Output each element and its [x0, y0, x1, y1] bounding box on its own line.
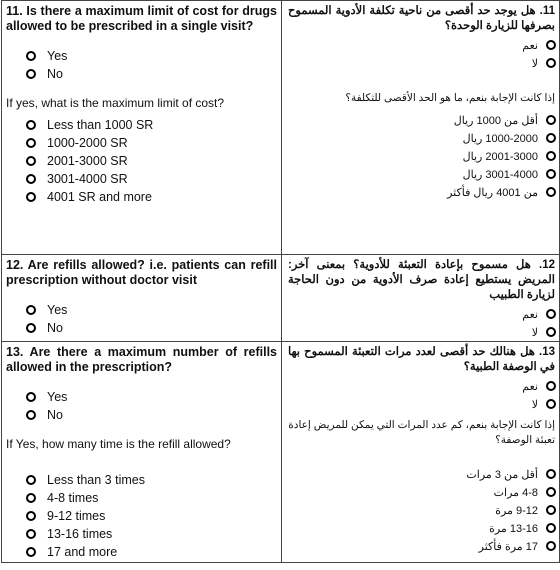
option-label: No [47, 321, 63, 335]
radio-bullet-icon [26, 174, 36, 184]
question-11-arabic [282, 1, 560, 255]
option-label: No [47, 408, 63, 422]
radio-bullet-icon [26, 547, 36, 557]
radio-bullet-icon [546, 58, 556, 68]
radio-bullet-icon [26, 192, 36, 202]
radio-bullet-icon [26, 475, 36, 485]
q13-refill-option[interactable] [2, 489, 281, 507]
radio-bullet-icon [26, 305, 36, 315]
q11-range-option-ar[interactable] [282, 111, 559, 129]
option-label: Less than 3 times [47, 473, 145, 487]
radio-bullet-icon [26, 511, 36, 521]
q13-yes-option-ar[interactable] [282, 377, 559, 395]
radio-bullet-icon [546, 187, 556, 197]
option-label: 3001-4000 SR [47, 172, 128, 186]
q13-refill-option[interactable] [2, 525, 281, 543]
q11-yes-option-ar[interactable] [282, 36, 559, 54]
option-label: 2001-3000 ريال [462, 150, 538, 163]
q11-range-option[interactable] [2, 116, 281, 134]
option-label: من 4001 ريال فأكثر [447, 186, 538, 199]
q13-yes-option[interactable] [2, 388, 281, 406]
option-label: نعم [522, 380, 538, 393]
q13-no-option[interactable] [2, 406, 281, 424]
q12-no-option-ar[interactable] [282, 323, 559, 341]
option-label: 1000-2000 ريال [462, 132, 538, 145]
option-label: أقل من 1000 ريال [453, 114, 538, 127]
radio-bullet-icon [26, 323, 36, 333]
radio-bullet-icon [546, 487, 556, 497]
option-label: 17 مرة فأكثر [478, 540, 538, 553]
q11-range-option-ar[interactable] [282, 165, 559, 183]
q13-refill-option-ar[interactable] [282, 465, 559, 483]
radio-bullet-icon [26, 120, 36, 130]
q13-refill-option[interactable] [2, 543, 281, 561]
q11-range-option[interactable] [2, 188, 281, 206]
question-12-title: 12. Are refills allowed? i.e. patients can refill prescription without doctor visit [6, 258, 277, 287]
question-11-title-ar: 11. هل يوجد حد أقصى من ناحية تكلفة الأدوية المسموح بصرفها للزيارة الوحدة؟ [288, 5, 555, 32]
option-label: 3001-4000 ريال [462, 168, 538, 181]
q11-range-option-ar[interactable] [282, 183, 559, 201]
question-12-arabic [282, 255, 560, 342]
option-label: 2001-3000 SR [47, 154, 128, 168]
radio-bullet-icon [26, 156, 36, 166]
option-label: Yes [47, 49, 68, 63]
radio-bullet-icon [546, 327, 556, 337]
option-label: No [47, 67, 63, 81]
option-label: 13-16 times [47, 527, 113, 541]
questionnaire-table [1, 0, 560, 563]
radio-bullet-icon [546, 115, 556, 125]
radio-bullet-icon [26, 392, 36, 402]
radio-bullet-icon [546, 469, 556, 479]
option-label: 9-12 مرة [495, 504, 538, 517]
question-12-title-ar: 12. هل مسموح بإعادة التعبئة للأدوية؟ بمعنى آخر: المريض يستطيع إعادة صرف الأدوية من دون الحاجة لزيارة الطبيب [288, 259, 555, 301]
radio-bullet-icon [546, 40, 556, 50]
question-12-english [2, 255, 282, 342]
q11-range-option-ar[interactable] [282, 147, 559, 165]
question-12-row [2, 255, 560, 342]
option-label: 13-16 مرة [489, 522, 538, 535]
question-13-arabic [282, 342, 560, 563]
radio-bullet-icon [546, 169, 556, 179]
radio-bullet-icon [26, 69, 36, 79]
q12-no-option[interactable] [2, 319, 281, 337]
q13-refill-option-ar[interactable] [282, 501, 559, 519]
q13-refill-option-ar[interactable] [282, 483, 559, 501]
option-label: أقل من 3 مرات [466, 468, 538, 481]
question-13-row [2, 342, 560, 563]
radio-bullet-icon [546, 151, 556, 161]
radio-bullet-icon [546, 541, 556, 551]
option-label: 4-8 مرات [493, 486, 538, 499]
option-label: نعم [522, 39, 538, 52]
q11-yes-option[interactable] [2, 47, 281, 65]
q13-refill-option-ar[interactable] [282, 519, 559, 537]
option-label: 4001 SR and more [47, 190, 152, 204]
q12-yes-option[interactable] [2, 301, 281, 319]
radio-bullet-icon [26, 138, 36, 148]
radio-bullet-icon [546, 309, 556, 319]
q11-range-option[interactable] [2, 170, 281, 188]
option-label: نعم [522, 308, 538, 321]
q13-followup-question-ar: إذا كانت الإجابة بنعم، كم عدد المرات التي يمكن للمريض إعادة تعبئة الوصفة؟ [288, 419, 555, 446]
option-label: Yes [47, 390, 68, 404]
option-label: 17 and more [47, 545, 118, 559]
question-13-english [2, 342, 282, 563]
question-11-row [2, 1, 560, 255]
option-label: 1000-2000 SR [47, 136, 128, 150]
q13-refill-option[interactable] [2, 507, 281, 525]
option-label: لا [531, 57, 538, 70]
q12-yes-option-ar[interactable] [282, 305, 559, 323]
question-13-title: 13. Are there a maximum number of refills allowed in the prescription? [6, 345, 277, 374]
radio-bullet-icon [546, 399, 556, 409]
radio-bullet-icon [546, 133, 556, 143]
option-label: Yes [47, 303, 68, 317]
option-label: 9-12 times [47, 509, 106, 523]
radio-bullet-icon [26, 529, 36, 539]
q11-followup-question-ar: إذا كانت الإجابة بنعم، ما هو الحد الأقصى للتكلفة؟ [345, 92, 555, 104]
question-11-english [2, 1, 282, 255]
q11-range-option[interactable] [2, 152, 281, 170]
question-11-title: 11. Is there a maximum limit of cost for drugs allowed to be prescribed in a single visit? [6, 4, 277, 33]
radio-bullet-icon [26, 51, 36, 61]
question-13-title-ar: 13. هل هنالك حد أقصى لعدد مرات التعبئة المسموح بها في الوصفة الطبية؟ [288, 346, 555, 373]
q13-no-option-ar[interactable] [282, 395, 559, 413]
option-label: 4-8 times [47, 491, 99, 505]
q11-range-option[interactable] [2, 134, 281, 152]
option-label: لا [531, 398, 538, 411]
option-label: Less than 1000 SR [47, 118, 154, 132]
radio-bullet-icon [546, 523, 556, 533]
q11-followup-question: If yes, what is the maximum limit of cost? [6, 96, 225, 110]
q13-refill-option[interactable] [2, 471, 281, 489]
option-label: لا [531, 326, 538, 339]
q13-followup-question: If Yes, how many time is the refill allowed? [6, 437, 231, 451]
q11-no-option-ar[interactable] [282, 54, 559, 72]
radio-bullet-icon [26, 493, 36, 503]
radio-bullet-icon [546, 505, 556, 515]
radio-bullet-icon [26, 410, 36, 420]
q11-no-option[interactable] [2, 65, 281, 83]
q11-range-option-ar[interactable] [282, 129, 559, 147]
radio-bullet-icon [546, 381, 556, 391]
q13-refill-option-ar[interactable] [282, 537, 559, 555]
